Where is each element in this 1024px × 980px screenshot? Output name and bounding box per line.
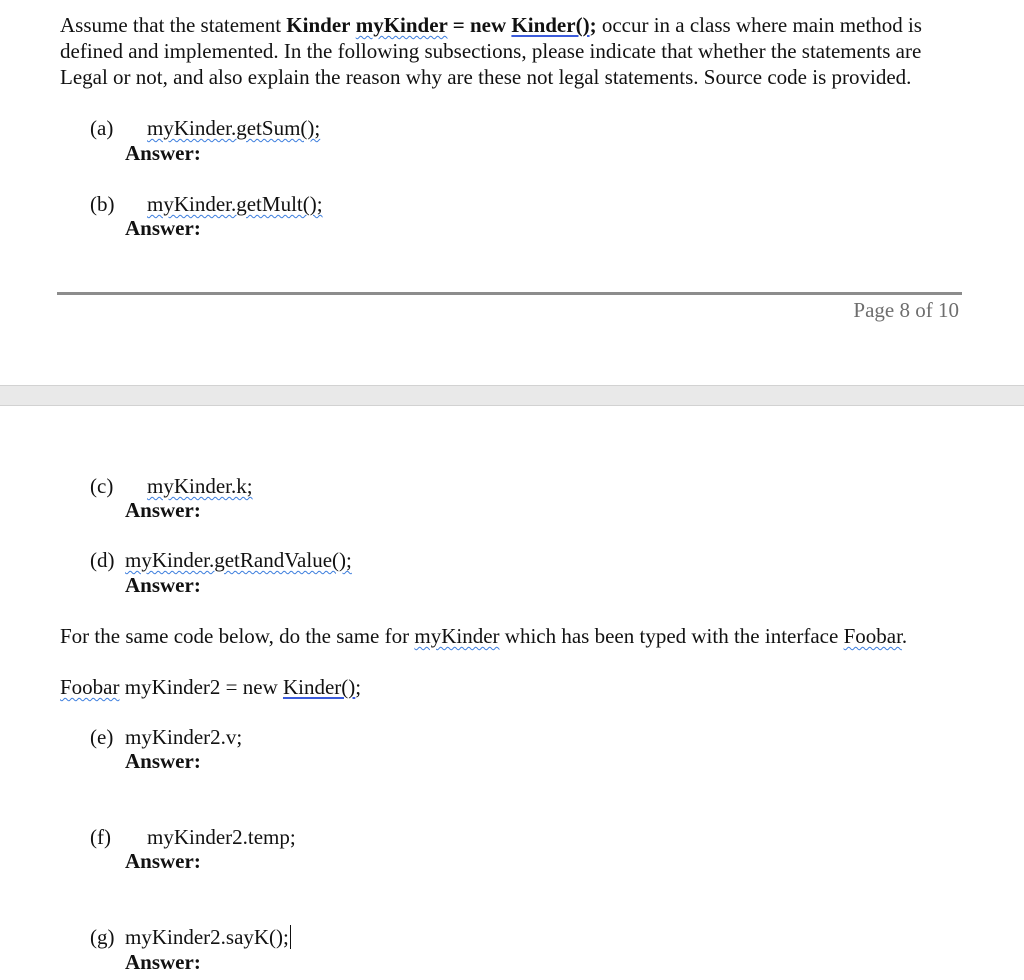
statement-type: Kinder [286, 13, 351, 37]
page-gap [0, 385, 1024, 406]
item-f-code: myKinder2.temp; [147, 825, 296, 849]
statement-constructor: Kinder() [511, 13, 590, 37]
text-cursor [290, 925, 291, 949]
item-g-code-line[interactable] [125, 924, 291, 950]
item-e-code: myKinder2.v; [125, 725, 243, 749]
item-f-label: (f) [90, 825, 111, 849]
item-e-answer-label: Answer: [125, 749, 201, 773]
item-a-label: (a) [90, 116, 114, 140]
item-d-answer-label: Answer: [125, 573, 201, 597]
item-b-code: myKinder.getMult(); [147, 192, 323, 216]
item-g-answer-label: Answer: [125, 950, 201, 974]
statement-assignment: = new [447, 13, 512, 37]
item-b-answer-label: Answer: [125, 216, 201, 240]
declaration-constructor: Kinder() [282, 675, 356, 699]
section2-variable: myKinder [414, 624, 500, 648]
item-e-label: (e) [90, 725, 114, 749]
declaration-interface: Foobar [60, 675, 120, 699]
section2-paragraph: For the same code below, do the same for myKinder which has been typed with the interface Foobar. [60, 624, 908, 648]
item-b-label: (b) [90, 192, 115, 216]
intro-paragraph: Assume that the statement Kinder myKinder = new Kinder(); occur in a class where main method is defined and implemented. In the following subsections, please indicate that whether the statements are Legal or not, and also explain the reason why are these not legal statements. Source code is provided. [60, 13, 922, 89]
declaration-line: Foobar myKinder2 = new Kinder(); [60, 675, 362, 699]
item-d-code: myKinder.getRandValue(); [125, 548, 352, 572]
item-d-label: (d) [90, 548, 115, 572]
item-a-code: myKinder.getSum(); [147, 116, 321, 140]
item-g-label: (g) [90, 925, 115, 949]
item-c-answer-label: Answer: [125, 498, 201, 522]
item-c-label: (c) [90, 474, 114, 498]
item-a-answer-label: Answer: [125, 141, 201, 165]
intro-text-rest: occur in a class where main method is defined and implemented. In the following subsections, please indicate that whether the statements are Legal or not, and also explain the reason why are these not legal statements. Source code is provided. [60, 13, 922, 89]
document-page-9 [0, 406, 1024, 980]
item-g-code[interactable]: myKinder2.sayK(); [125, 925, 289, 949]
statement-variable: myKinder [355, 13, 448, 37]
section2-interface: Foobar [843, 624, 902, 648]
intro-text-start: Assume that the statement [60, 13, 287, 37]
item-c-code: myKinder.k; [147, 474, 253, 498]
item-f-answer-label: Answer: [125, 849, 201, 873]
footer-rule [57, 292, 962, 295]
page-number: Page 8 of 10 [853, 298, 959, 322]
document-page-8 [0, 0, 1024, 385]
